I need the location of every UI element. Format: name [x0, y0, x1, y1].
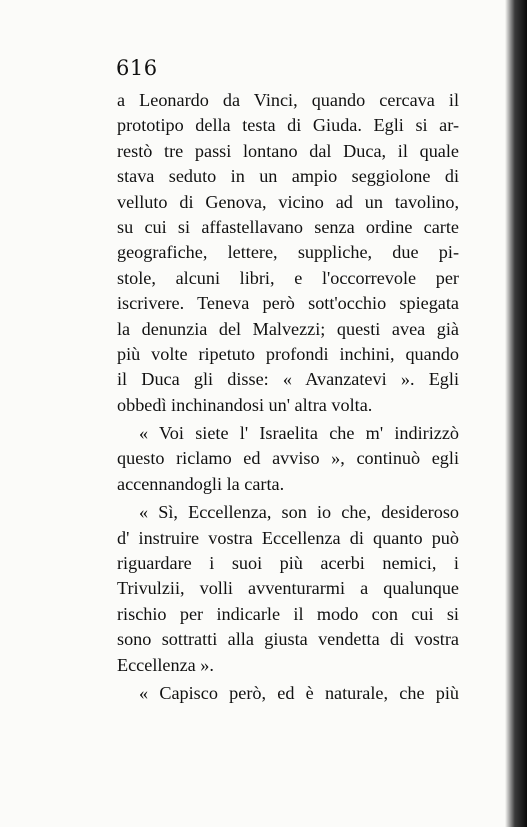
paragraph [117, 421, 459, 497]
text-line: a Leonardo da Vinci, quando cercava il [117, 90, 459, 110]
body-text [117, 88, 459, 706]
text-line: Eccellenza ». [117, 654, 214, 675]
text-line: d' instruire vostra Eccellenza di quanto può [117, 527, 459, 548]
page-number: 616 [116, 56, 158, 80]
page-edge-shadow [505, 0, 527, 827]
text-line: il Duca gli disse: « Avanzatevi ». Egli [117, 369, 459, 390]
text-line: « Sì, Eccellenza, son io che, desideroso [139, 502, 459, 523]
text-line: su cui si affastellavano senza ordine carte [117, 216, 459, 237]
text-line: la denunzia del Malvezzi; questi avea già [117, 318, 459, 339]
text-line: « Voi siete l' Israelita che m' indirizzò [139, 423, 459, 444]
text-line: obbedì inchinandosi un' altra volta. [117, 394, 373, 415]
text-line: stole, alcuni libri, e l'occorrevole per [117, 267, 459, 288]
paragraph [117, 681, 459, 706]
text-line: rischio per indicarle il modo con cui si [117, 603, 459, 624]
paragraph [117, 500, 459, 678]
text-line: più volte ripetuto profondi inchini, quando [117, 343, 459, 364]
text-line: prototipo della testa di Giuda. Egli si ar- [117, 115, 459, 136]
text-line: Trivulzii, volli avventurarmi a qualunque [117, 578, 459, 599]
text-line: « Capisco però, ed è naturale, che più [139, 682, 459, 703]
text-line: velluto di Genova, vicino ad un tavolino, [117, 191, 459, 212]
text-line: restò tre passi lontano dal Duca, il quale [117, 140, 459, 161]
text-line: stava seduto in un ampio seggiolone di [117, 166, 459, 187]
text-line: riguardare i suoi più acerbi nemici, i [117, 553, 459, 574]
text-line: sono sottratti alla giusta vendetta di vostra [117, 629, 459, 650]
text-line: iscrivere. Teneva però sott'occhio spiegata [117, 293, 459, 314]
text-line: geografiche, lettere, suppliche, due pi- [117, 242, 459, 263]
text-line: accennandogli la carta. [117, 473, 285, 494]
paragraph [117, 88, 459, 418]
text-line: questo riclamo ed avviso », continuò egli [117, 448, 459, 469]
